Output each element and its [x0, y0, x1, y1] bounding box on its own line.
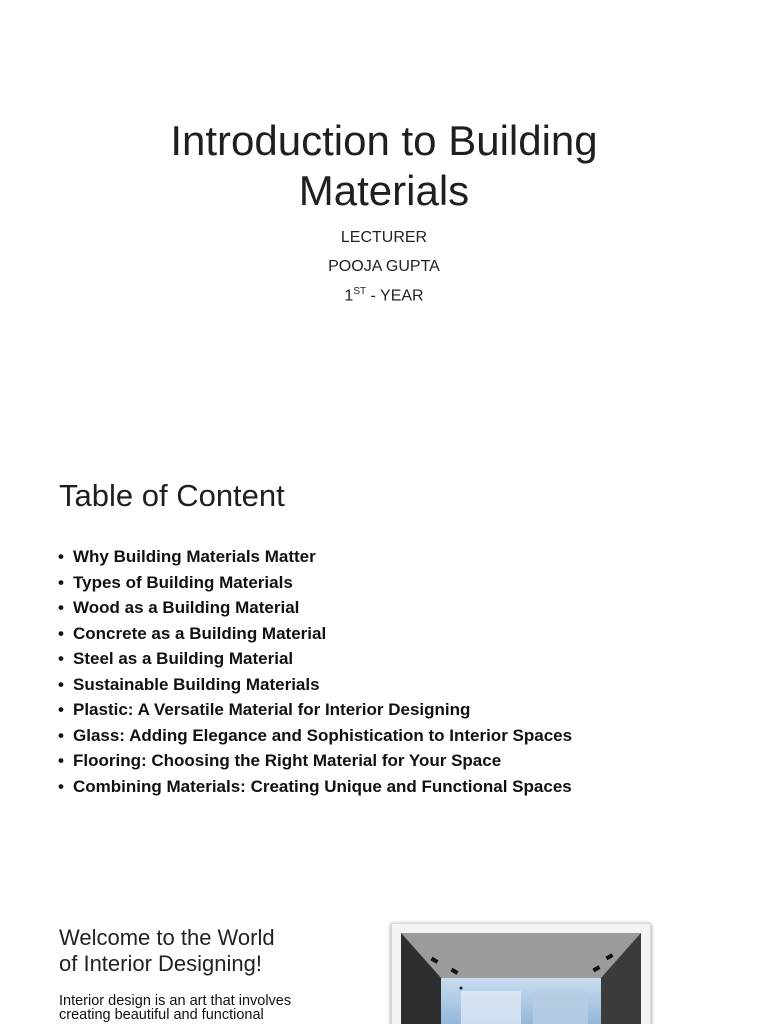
- toc-item: [58, 723, 572, 749]
- bullet-icon: •: [58, 751, 64, 770]
- year-text: - YEAR: [366, 287, 424, 305]
- toc-item-text: Plastic: A Versatile Material for Interior Designing: [73, 700, 471, 719]
- interior-photo-frame: [391, 923, 651, 1024]
- toc-item-text: Wood as a Building Material: [73, 598, 300, 617]
- toc-item: [58, 748, 572, 774]
- year-label: [0, 286, 768, 305]
- bullet-icon: •: [58, 598, 64, 617]
- bullet-icon: •: [58, 700, 64, 719]
- toc-item-text: Types of Building Materials: [73, 572, 293, 592]
- bullet-icon: •: [58, 776, 64, 796]
- interior-room-illustration: [401, 933, 641, 1024]
- welcome-slide: [0, 864, 768, 1024]
- toc-item-text: Concrete as a Building Material: [73, 623, 327, 643]
- toc-item-text: Steel as a Building Material: [73, 649, 294, 668]
- welcome-body-line-2: creating beautiful and functional: [59, 1007, 264, 1023]
- title-line-1: Introduction to Building: [170, 117, 598, 164]
- toc-item: [58, 646, 572, 672]
- year-suffix: ST: [353, 286, 367, 297]
- toc-item: [58, 697, 572, 723]
- welcome-body-line-1: Interior design is an art that involves: [59, 993, 292, 1009]
- bullet-icon: •: [58, 649, 64, 668]
- bullet-icon: •: [58, 547, 64, 566]
- title-slide: [0, 0, 768, 430]
- lecturer-label: LECTURER: [340, 229, 428, 246]
- toc-title: Table of Content: [59, 478, 285, 513]
- bullet-icon: •: [58, 725, 64, 745]
- toc-item: [58, 774, 572, 800]
- toc-slide: [0, 432, 768, 862]
- welcome-title-line-1: Welcome to the World: [59, 925, 275, 950]
- toc-item: [58, 595, 572, 621]
- toc-item-text: Sustainable Building Materials: [73, 674, 320, 694]
- bullet-icon: •: [58, 623, 64, 643]
- year-number: 1: [344, 287, 354, 305]
- welcome-body: [59, 994, 349, 1022]
- title-line-2: Materials: [298, 167, 470, 214]
- bullet-icon: •: [58, 572, 64, 592]
- toc-item: [58, 570, 572, 596]
- toc-item-text: Why Building Materials Matter: [73, 547, 316, 566]
- welcome-title: [59, 925, 319, 977]
- lecturer-name: POOJA GUPTA: [328, 258, 440, 275]
- toc-item: [58, 672, 572, 698]
- toc-item: [58, 544, 572, 570]
- toc-list: [58, 544, 572, 799]
- toc-item-text: Flooring: Choosing the Right Material for Your Space: [73, 751, 502, 770]
- toc-item-text: Glass: Adding Elegance and Sophistication to Interior Spaces: [73, 725, 573, 745]
- toc-item-text: Combining Materials: Creating Unique and Functional Spaces: [73, 776, 572, 796]
- interior-room-photo: [401, 933, 641, 1024]
- presentation-title: [0, 116, 768, 216]
- welcome-title-line-2: of Interior Designing!: [59, 951, 262, 976]
- toc-item: [58, 621, 572, 647]
- bullet-icon: •: [58, 674, 64, 694]
